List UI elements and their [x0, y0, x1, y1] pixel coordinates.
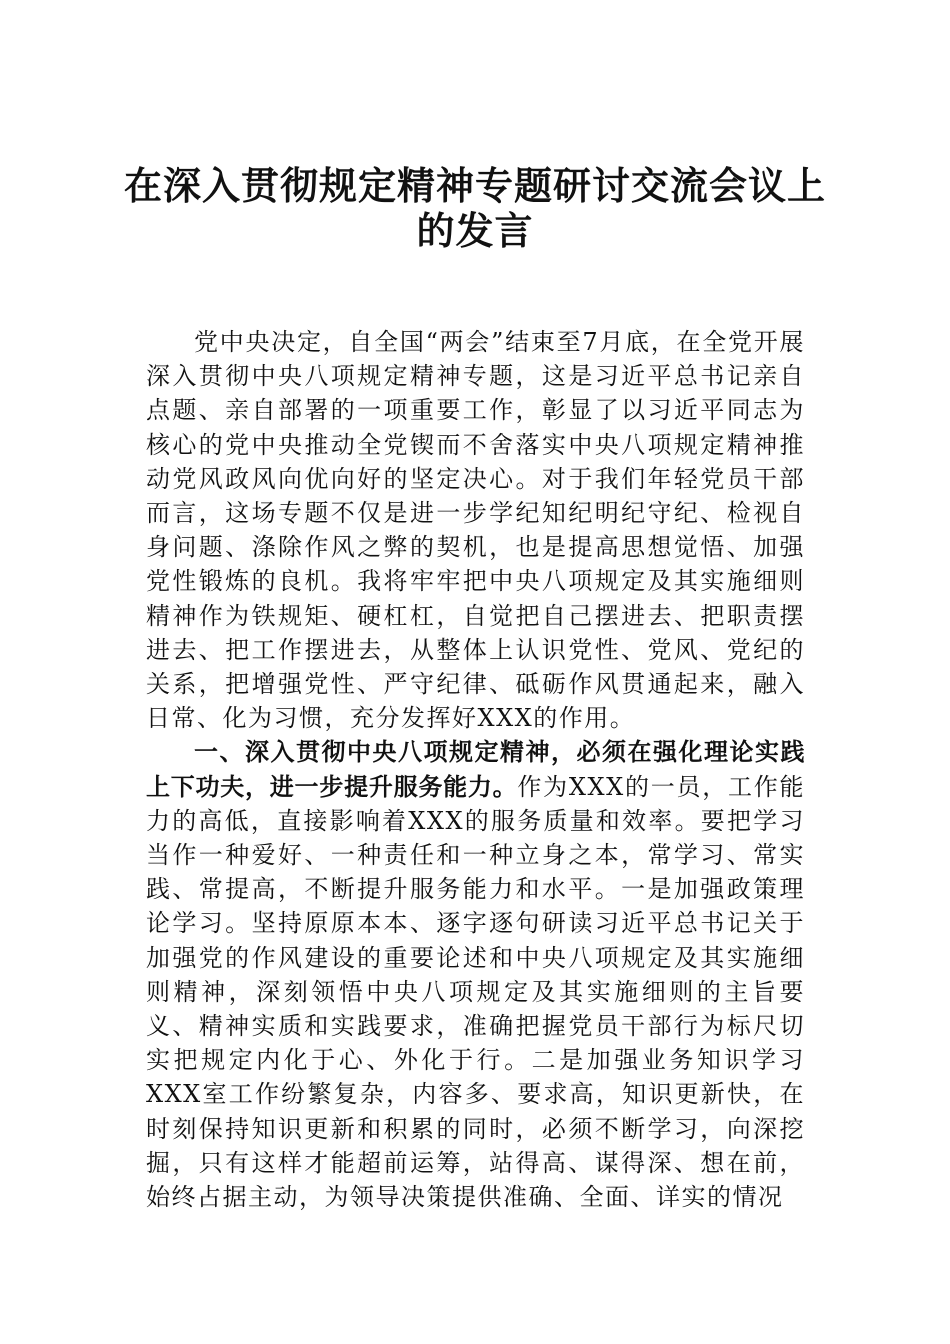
document-title-line-1: 在深入贯彻规定精神专题研讨交流会议上: [123, 163, 826, 208]
section-1-paragraph: [146, 735, 805, 1214]
document-body: [146, 325, 805, 1214]
intro-paragraph: 党中央决定，自全国“两会”结束至7月底，在全党开展深入贯彻中央八项规定精神专题，这是习近平总书记亲自点题、亲自部署的一项重要工作，彰显了以习近平同志为核心的党中央推动全党锲而不舍落实中央八项规定精神推动党风政风向优向好的坚定决心。对于我们年轻党员干部而言，这场专题不仅是进一步学纪知纪明纪守纪、检视自身问题、涤除作风之弊的契机，也是提高思想觉悟、加强党性锻炼的良机。我将牢牢把中央八项规定及其实施细则精神作为铁规矩、硬杠杠，自觉把自己摆进去、把职责摆进去、把工作摆进去，从整体上认识党性、党风、党纪的关系，把增强党性、严守纪律、砥砺作风贯通起来，融入日常、化为习惯，充分发挥好XXX的作用。: [146, 328, 805, 733]
section-1-heading: 一、深入贯彻中央八项规定精神，必须在强化理论实践上下功夫，进一步提升服务能力。: [146, 737, 805, 801]
section-1-text: 作为XXX的一员，工作能力的高低，直接影响着XXX的服务质量和效率。要把学习当作一种爱好、一种责任和一种立身之本，常学习、常实践、常提高，不断提升服务能力和水平。一是加强政策理论学习。坚持原原本本、逐字逐句研读习近平总书记关于加强党的作风建设的重要论述和中央八项规定及其实施细则精神，深刻领悟中央八项规定及其实施细则的主旨要义、精神实质和实践要求，准确把握党员干部行为标尺切实把规定内化于心、外化于行。二是加强业务知识学习XXX室工作纷繁复杂，内容多、要求高，知识更新快，在时刻保持知识更新和积累的同时，必须不断学习，向深挖掘，只有这样才能超前运筹，站得高、谋得深、想在前，始终占据主动，为领导决策提供准确、全面、详实的情况: [146, 772, 806, 1212]
document-title-line-2: 的发言: [416, 208, 534, 253]
